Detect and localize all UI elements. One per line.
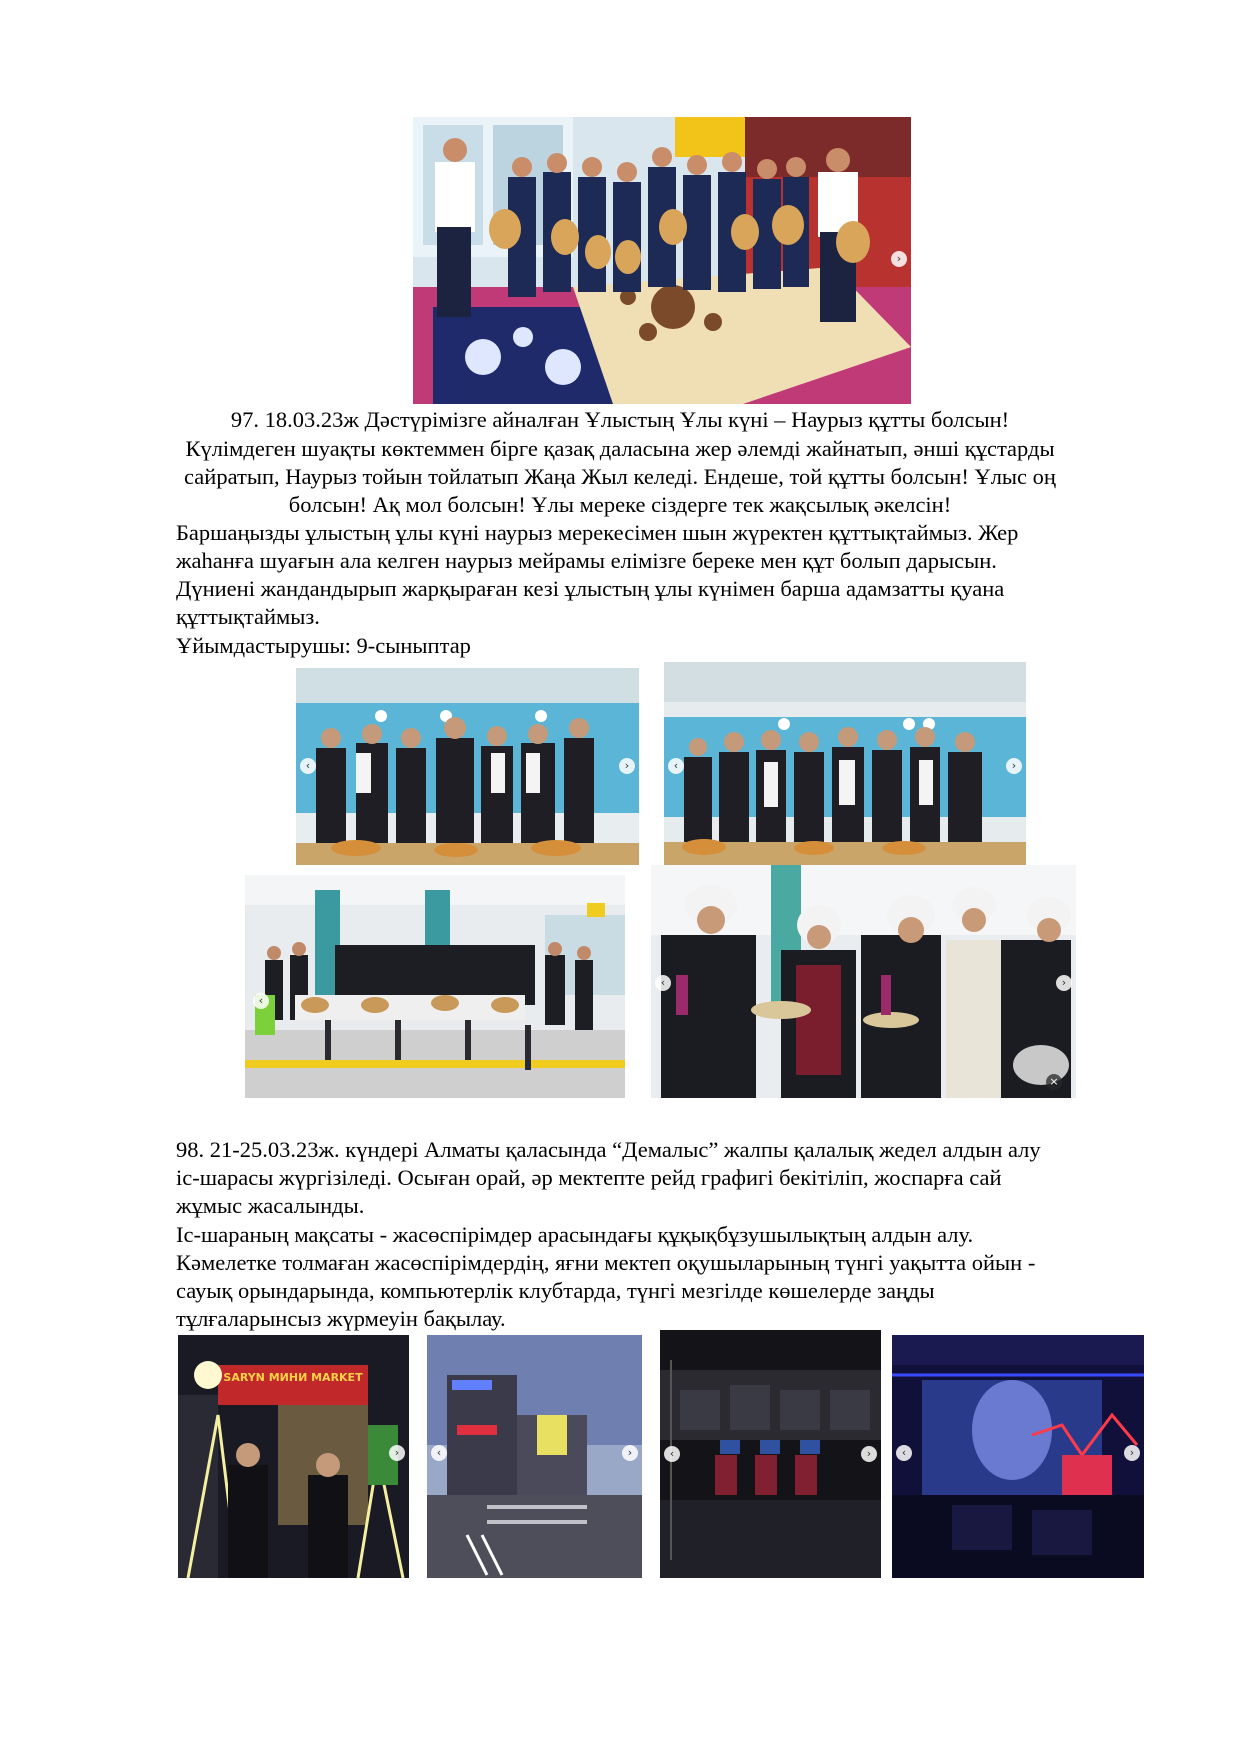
carousel-arrow-icon[interactable]: ›	[891, 251, 907, 267]
photo-hall-concert	[245, 875, 625, 1098]
carousel-arrow-icon[interactable]: ‹	[300, 758, 316, 774]
photo-mini-market-night	[178, 1335, 409, 1578]
carousel-arrow-icon[interactable]: ›	[1124, 1445, 1140, 1461]
carousel-arrow-icon[interactable]: ‹	[431, 1445, 447, 1461]
section-97-paragraph-line-1: Баршаңызды ұлыстың ұлы күні наурыз мерекесімен шын жүректен құттықтаймыз. Жер	[176, 520, 1019, 545]
section-98-line-6: сауық орындарында, компьютерлік клубтарда, түнгі мезгілде көшелерде заңды	[176, 1278, 935, 1303]
photo-neon-gaming-room	[892, 1335, 1144, 1578]
section-97-paragraph-line-2: жаһанға шуағын ала келген наурыз мейрамы елімізге береке мен құт болып дарысын.	[176, 548, 997, 573]
carousel-arrow-icon[interactable]: ›	[861, 1446, 877, 1462]
carousel-arrow-icon[interactable]: ›	[619, 758, 635, 774]
section-97-line-3: болсын! Ақ мол болсын! Ұлы мереке сіздерге тек жақсылық әкелсін!	[288, 492, 952, 517]
photo-street-dusk	[427, 1335, 642, 1578]
carousel-arrow-icon[interactable]: ‹	[668, 758, 684, 774]
photo-costume-girls-right	[664, 662, 1026, 865]
section-98-line-4: Іс-шараның мақсаты - жасөспірімдер арасындағы құқықбұзушылықтың алдын алу.	[176, 1222, 974, 1247]
carousel-arrow-icon[interactable]: ‹	[664, 1446, 680, 1462]
section-97-paragraph-line-3: Дүниені жандандырып жарқыраған кезі ұлыстың ұлы күнімен барша адамзатты қуана	[176, 576, 1005, 601]
carousel-arrow-icon[interactable]: ›	[622, 1445, 638, 1461]
section-97-line-2: сайратып, Наурыз тойын тойлатып Жаңа Жыл келеді. Ендеше, той құтты болсын! Ұлыс оң	[184, 464, 1056, 489]
section-97-line-1: Күлімдеген шуақты көктеммен бірге қазақ даласына жер әлемді жайнатып, әнші құстарды	[185, 436, 1055, 461]
section-98-line-5: Кәмелетке толмаған жасөспірімдердің, яғни мектеп оқушыларының түнгі уақытта ойын -	[176, 1250, 1036, 1275]
photo-computer-club	[660, 1330, 881, 1578]
photo-nauryz-dombra-group	[413, 117, 911, 404]
carousel-arrow-icon[interactable]: ›	[1056, 975, 1072, 991]
mute-icon[interactable]: ×	[1046, 1074, 1062, 1090]
section-98-line-2: іс-шарасы жүргізіледі. Осыған орай, әр мектепте рейд графигі бекітіліп, жоспарға сай	[176, 1165, 1002, 1190]
carousel-arrow-icon[interactable]: ›	[389, 1445, 405, 1461]
section-97-paragraph-line-4: құттықтаймыз.	[176, 604, 320, 629]
carousel-arrow-icon[interactable]: ‹	[655, 975, 671, 991]
section-97-heading: 97. 18.03.23ж Дәстүрімізге айналған Ұлыстың Ұлы күні – Наурыз құтты болсын!	[230, 407, 1010, 432]
photo-costume-girls-left	[296, 668, 639, 865]
carousel-arrow-icon[interactable]: ‹	[253, 993, 269, 1009]
section-98-line-3: жұмыс жасалынды.	[176, 1193, 365, 1218]
carousel-arrow-icon[interactable]: ‹	[896, 1445, 912, 1461]
carousel-arrow-icon[interactable]: ›	[1006, 758, 1022, 774]
section-98-line-1: 98. 21-25.03.23ж. күндері Алматы қаласында “Демалыс” жалпы қалалық жедел алдын алу	[176, 1137, 1041, 1162]
section-97-organizer: Ұйымдастырушы: 9-сыныптар	[176, 633, 471, 658]
market-sign-label: SARYN МИНИ MARKET	[223, 1371, 363, 1384]
photo-women-with-dishes	[651, 865, 1076, 1098]
section-98-line-7: тұлғаларынсыз жүрмеуін бақылау.	[176, 1306, 506, 1331]
